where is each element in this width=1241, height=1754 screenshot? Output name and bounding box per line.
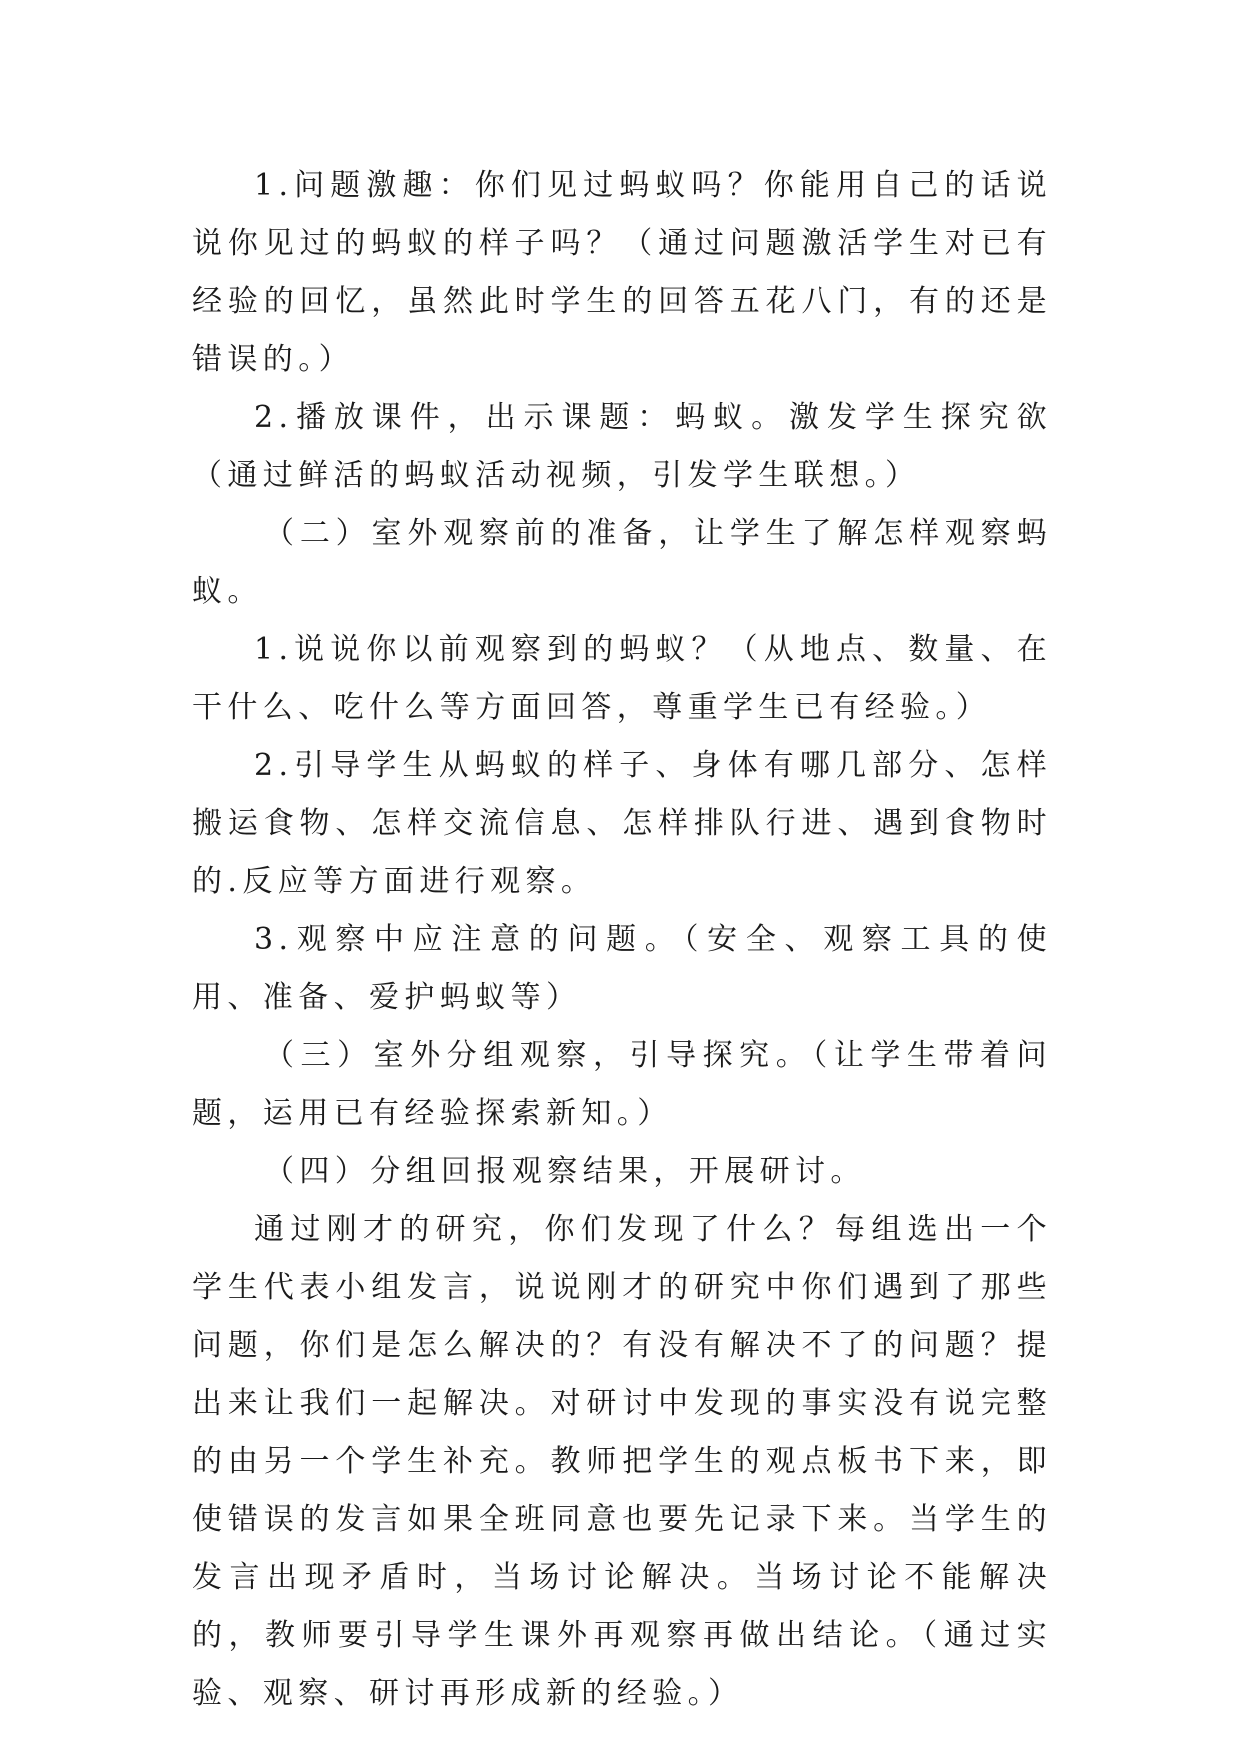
paragraph-question-interest: 1.问题激趣：你们见过蚂蚁吗？你能用自己的话说说你见过的蚂蚁的样子吗？（通过问题激活学生对已有经验的回忆，虽然此时学生的回答五花八门，有的还是错误的。） bbox=[192, 168, 1052, 377]
paragraph-observation-notes: 3.观察中应注意的问题。（安全、观察工具的使用、准备、爱护蚂蚁等） bbox=[192, 922, 1052, 1015]
paragraph-discussion: 通过刚才的研究，你们发现了什么？每组选出一个学生代表小组发言，说说刚才的研究中你们遇到了那些问题，你们是怎么解决的？有没有解决不了的问题？提出来让我们一起解决。对研讨中发现的事实没有说完整的由另一个学生补充。教师把学生的观点板书下来，即使错误的发言如果全班同意也要先记录下来。当学生的发言出现矛盾时，当场讨论解决。当场讨论不能解决的，教师要引导学生课外再观察再做出结论。（通过实验、观察、研讨再形成新的经验。） bbox=[192, 1212, 1052, 1711]
section-heading-group-observation: （三）室外分组观察，引导探究。（让学生带着问题，运用已有经验探索新知。） bbox=[192, 1038, 1052, 1131]
document-body bbox=[192, 157, 1052, 1723]
paragraph-previous-observation: 1.说说你以前观察到的蚂蚁？（从地点、数量、在干什么、吃什么等方面回答，尊重学生已有经验。） bbox=[192, 632, 1052, 725]
paragraph-play-courseware: 2.播放课件，出示课题：蚂蚁。激发学生探究欲（通过鲜活的蚂蚁活动视频，引发学生联想。） bbox=[192, 400, 1052, 493]
paragraph-guide-observation: 2.引导学生从蚂蚁的样子、身体有哪几部分、怎样搬运食物、怎样交流信息、怎样排队行进、遇到食物时的.反应等方面进行观察。 bbox=[192, 748, 1052, 899]
section-heading-report-results: （四）分组回报观察结果，开展研讨。 bbox=[264, 1154, 866, 1189]
section-heading-preparation: （二）室外观察前的准备，让学生了解怎样观察蚂蚁。 bbox=[192, 516, 1052, 609]
